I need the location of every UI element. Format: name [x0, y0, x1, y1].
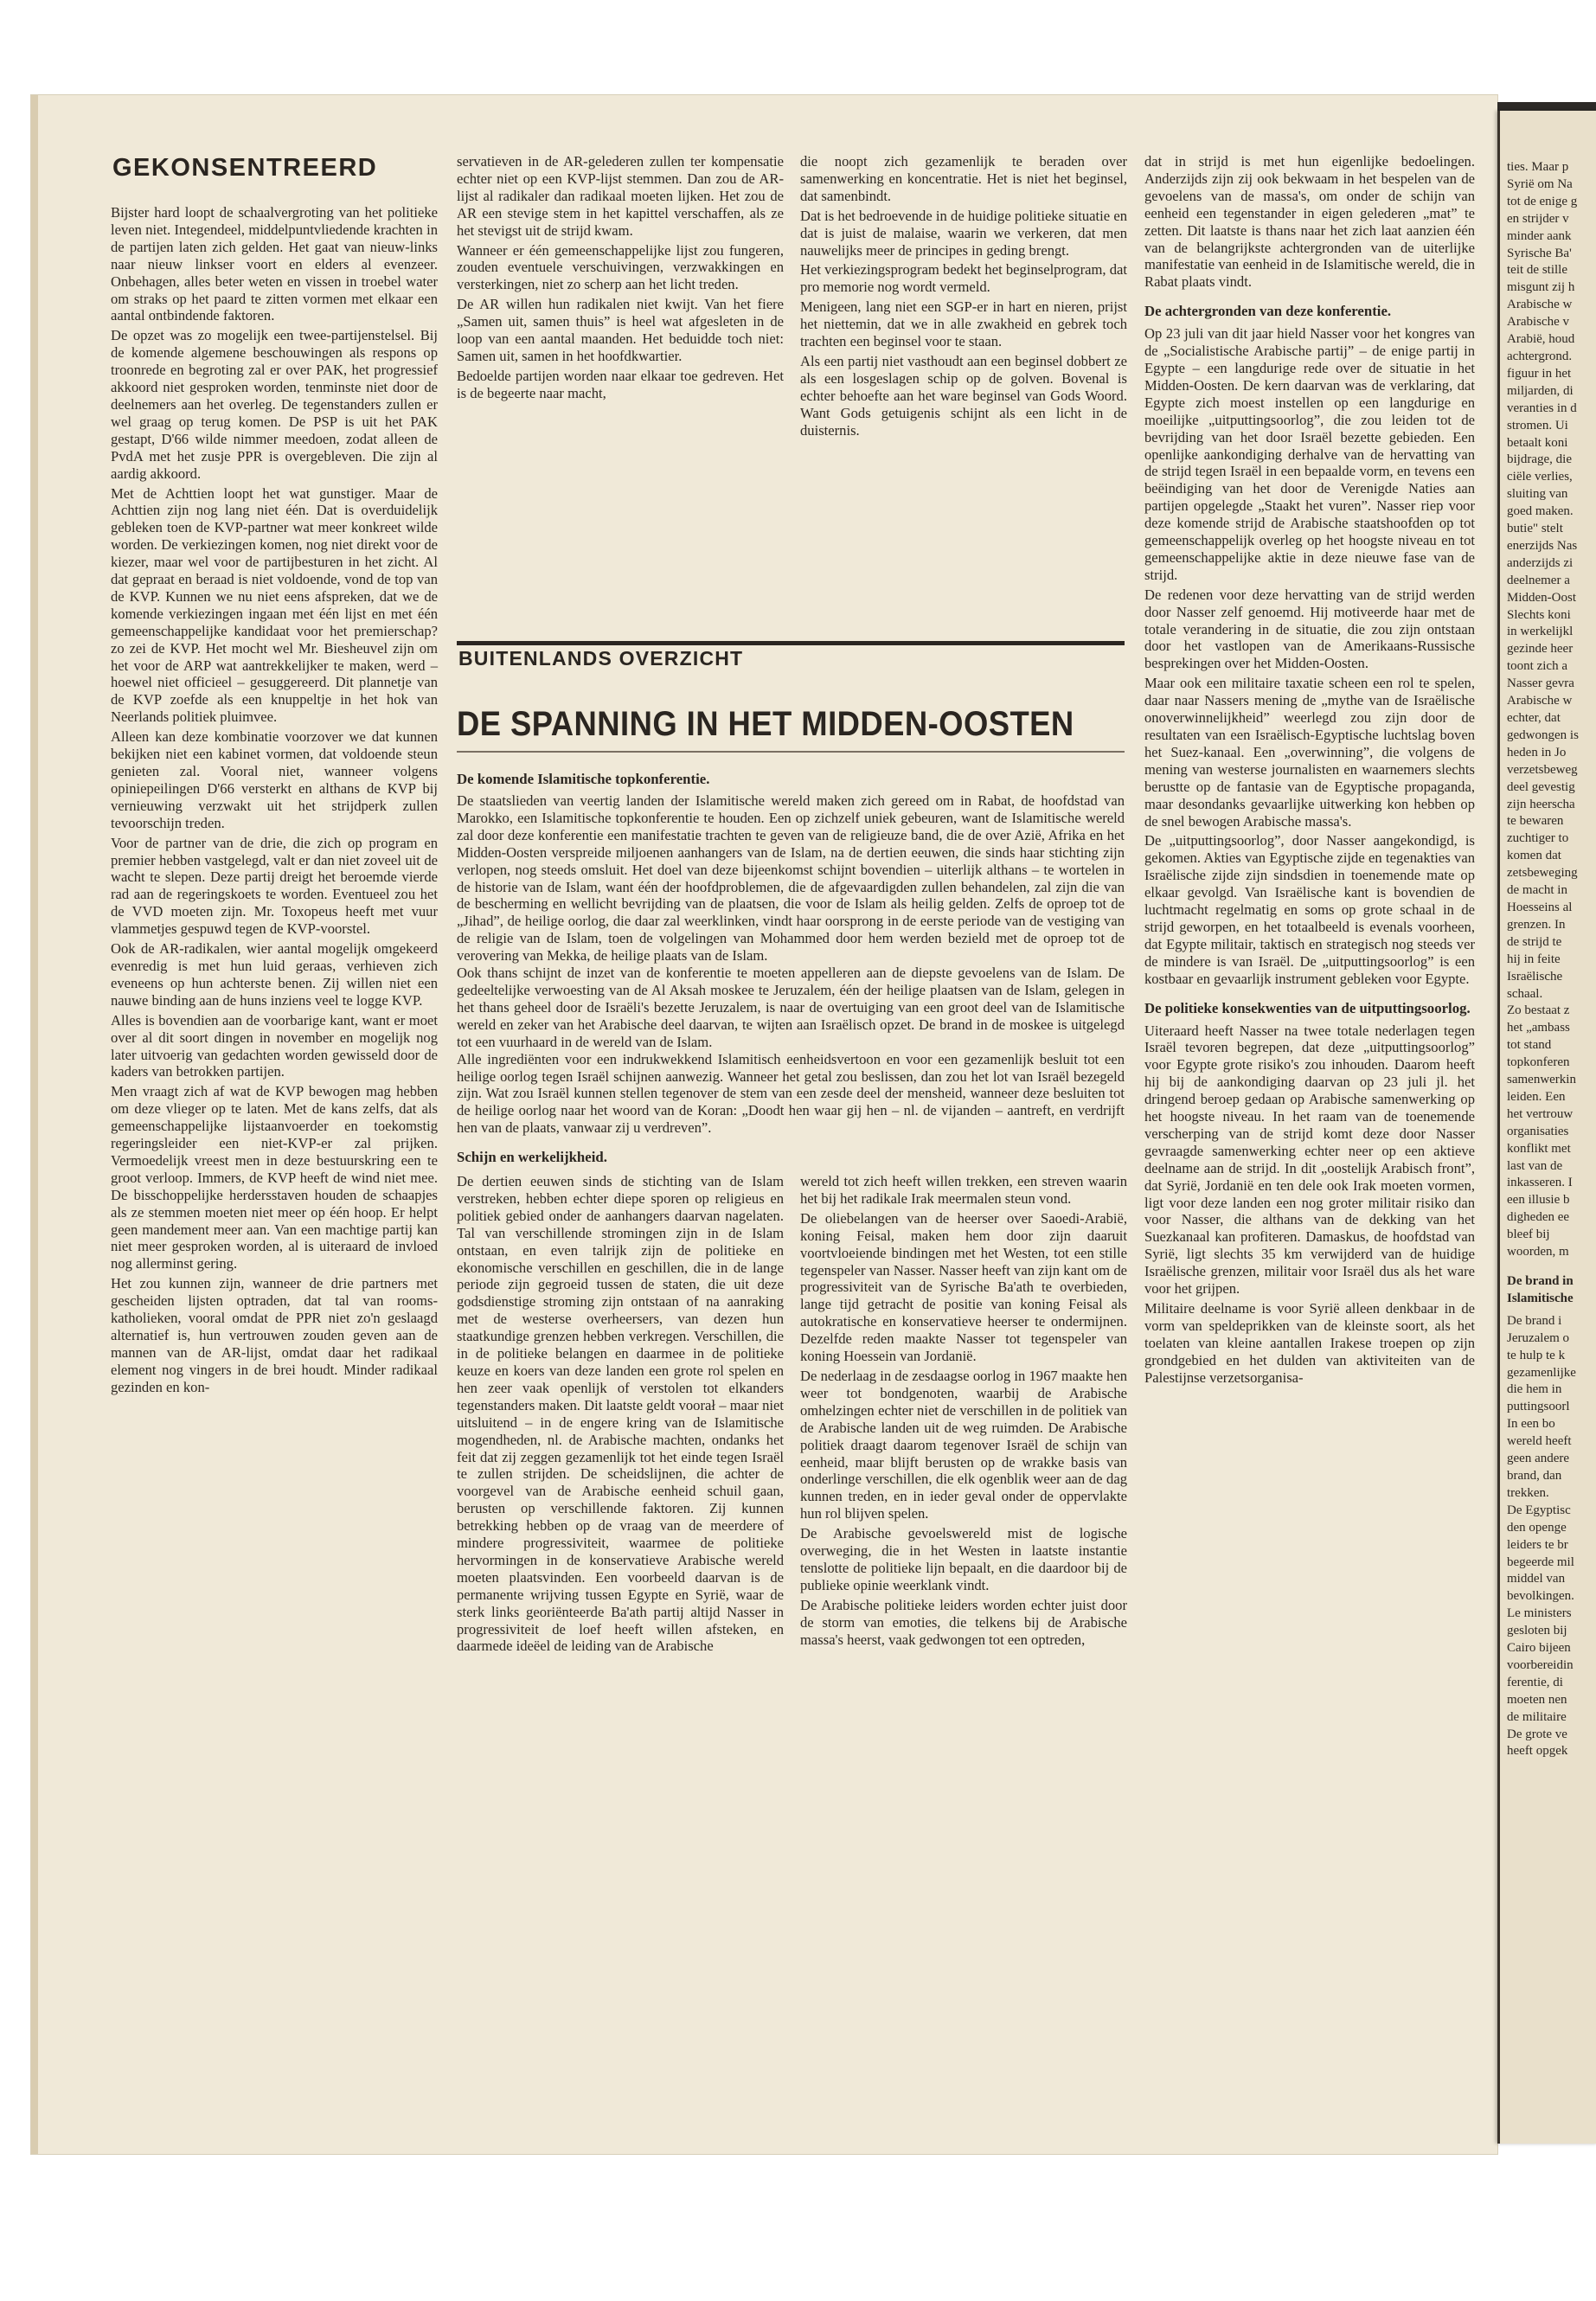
strip-line: den openge	[1507, 1520, 1567, 1535]
strip-line: bevolkingen.	[1507, 1589, 1574, 1604]
strip-line: heeft opgek	[1507, 1744, 1568, 1759]
paragraph: De oliebelangen van de heerser over Saoedi-Arabië, koning Feisal, maken hem door zijn daaruit voortvloeiende bindingen met het Westen, tot een stille tegenspeler van Nasser. Nasser heeft van zijn kant om de progressiviteit van de Syrische Ba'ath te overbieden, lange tijd getracht de positie van koning Feisal als autokratische en konservatieve heerser te ondermijnen. Dezelfde reden maakte Nasser tot tegenspeler van koning Hoessein van Jordanië.	[800, 1209, 1127, 1365]
strip-line: Arabische v	[1507, 315, 1570, 330]
strip-line: Arabische w	[1507, 694, 1573, 708]
strip-line: Nasser gevra	[1507, 676, 1574, 691]
strip-line: De Egyptisc	[1507, 1503, 1571, 1517]
paragraph: Wanneer er één gemeenschappelijke lijst zou fungeren, zouden eventuele verschuivingen, verzwakkingen en versterkingen, niet zo scherp aan het licht treden.	[457, 241, 784, 293]
strip-line: moeten nen	[1507, 1692, 1567, 1707]
strip-line: digheden ee	[1507, 1210, 1570, 1225]
col4-body	[1144, 153, 1475, 1389]
strip-line: heden in Jo	[1507, 745, 1567, 760]
strip-line: samenwerkin	[1507, 1073, 1576, 1087]
strip-line: de militaire	[1507, 1709, 1567, 1724]
section-rule	[457, 641, 1125, 645]
strip-line: schaal.	[1507, 986, 1543, 1001]
col1-body	[111, 204, 438, 1399]
strip-line: deelnemer a	[1507, 573, 1570, 587]
strip-line: de macht in	[1507, 883, 1567, 898]
strip-line: brand, dan	[1507, 1468, 1562, 1483]
paragraph: De staatslieden van veertig landen der Islamitische wereld maken zich gereed om in Rabat, de hoofdstad van Marokko, een Islamitische topkonferentie te houden. Een op zichzelf uniek gebeuren, want de Islamitische wereld zal door deze konferentie een manifestatie trachten te geven van de religieuze band, die de over Azië, Afrika en het Midden-Oosten verspreide miljoenen aanhangers van de Islam, na de dertien eeuwen, die sinds haar stichting zijn verlopen, nog steeds omsluit. Het doel van deze bijeenkomst schijnt bovendien – uiterlijk althans – te wortelen in de historie van de Islam, want één der hoofdproblemen, die de afgevaardigden zullen behandelen, zal zijn die van de bescherming en wellicht bevrijding van de plaatsen, die voor de Islam als heilig gelden. Zelfs de oproep tot de „Jihad”, de heilige oorlog, die daar zal weerklinken, vindt haar oorsprong in de eerste periode van de vestiging van de religie van de Islam, toen de volgelingen van Mohammed door hem werden bezield met de oproep tot de verovering van Mekka, de heilige plaats van de Islam.	[457, 792, 1125, 965]
strip-line: bleef bij	[1507, 1227, 1550, 1242]
strip-line: misgunt zij h	[1507, 280, 1575, 295]
strip-line: Syrische Ba'	[1507, 246, 1572, 260]
strip-line: leiders te br	[1507, 1537, 1568, 1552]
strip-subhead: De brand in Islamitische	[1507, 1274, 1574, 1305]
strip-line: het vertrouw	[1507, 1106, 1574, 1121]
paragraph: Ook thans schijnt de inzet van de konferentie te moeten appelleren aan de diepste gevoelens van de Islam. De gedeeltelijke verwoesting van de Al Aksah moskee te Jeruzalem, één der heilige plaatsen van de Islam, gelegen in het thans geheel door de Israëli's bezette Jeruzalem, is naar de overtuiging van een groot deel van de Islamitische wereld en zeker van het Arabische deel daarvan, te wijten aan Israëlisch opzet. De brand in de moskee is uitgelegd tot een vuurhaard in de wereld van de Islam.	[457, 965, 1125, 1050]
strip-line: voorbereidin	[1507, 1657, 1574, 1672]
strip-line: verzetsbeweg	[1507, 762, 1578, 777]
paragraph: Bedoelde partijen worden naar elkaar toe gedreven. Het is de begeerte naar macht,	[457, 367, 784, 401]
strip-line: stromen. Ui	[1507, 418, 1568, 433]
subhead-konsekwenties: De politieke konsekwenties van de uitputtingsoorlog.	[1144, 999, 1471, 1016]
strip-line: toont zich a	[1507, 659, 1567, 674]
paragraph: dat in strijd is met hun eigenlijke bedoelingen. Anderzijds zijn zij ook bekwaam in het bespelen van de gevoelens van de massa's, om onder de schijn van eenheid een tegenstander in eigen gelederen „mat” te zetten. Dit laatste is thans naar het zich laat aanzien één van de belangrijkste achtergronden van de uiterlijke manifestatie van eenheid in de Islamitische wereld, die in Rabat plaats vindt.	[1144, 153, 1475, 291]
subhead-topkonferentie: De komende Islamitische topkonferentie.	[457, 771, 710, 787]
strip-line: konflikt met	[1507, 1141, 1571, 1156]
strip-line: topkonferen	[1507, 1055, 1570, 1070]
page-left-edge	[31, 95, 38, 2154]
feature-wide-text	[457, 792, 1125, 1171]
paragraph: Het verkiezingsprogram bedekt het beginselprogram, dat pro memorie nog wordt vermeld.	[800, 261, 1127, 296]
col1-heading: GEKONSENTREERD	[112, 154, 378, 182]
col2-body	[457, 153, 784, 405]
paragraph: die noopt zich gezamenlijk te beraden over samenwerking en koncentratie. Het is niet het beginsel, dat samenbindt.	[800, 153, 1127, 204]
subhead-schijn: Schijn en werkelijkheid.	[457, 1149, 607, 1166]
strip-line: tot stand	[1507, 1038, 1552, 1053]
strip-line: zetsbeweging	[1507, 866, 1578, 881]
strip-line: gedwongen is	[1507, 727, 1579, 742]
strip-line: zuchtiger to	[1507, 831, 1569, 846]
strip-line: In een bo	[1507, 1417, 1555, 1432]
paragraph: Maar ook een militaire taxatie scheen een rol te spelen, daar naar Nassers mening de „mythe van de Israëlische onoverwinnelijkheid” weerlegd zou zijn door de resultaten van een Israëlisch-Egyptische luchtslag boven het Suez-kanaal. Een „overwinning”, die volgens de mening van westerse journalisten en waarnemers slechts berustte op de fantasie van de Egyptische propaganda, maar desondanks gevaarlijke uitwerking kon hebben op de snel bewogen Arabische massa's.	[1144, 675, 1475, 830]
strip-line: die hem in	[1507, 1382, 1562, 1397]
section-label: BUITENLANDS OVERZICHT	[458, 647, 744, 670]
paragraph: De nederlaag in de zesdaagse oorlog in 1967 maakte hen weer tot bondgenoten, waarbij de Arabische omhelzingen echter niet de verschillen in de politiek van de Arabische landen uit de weg ruimden. De Arabische politiek draagt daarom tegenover Israël de schijn van eenheid, maar blijft berusten op de wrakke basis van onderlinge verschillen, die elk ogenblik weer aan de dag kunnen treden, en in ieder geval onder de oppervlakte hun rol blijven spelen.	[800, 1367, 1127, 1522]
title-underline	[457, 751, 1125, 753]
strip-line: grenzen. In	[1507, 917, 1566, 932]
strip-line: enerzijds Nas	[1507, 538, 1578, 553]
paragraph: Militaire deelname is voor Syrië alleen denkbaar in de vorm van speldeprikken van de kleinste soort, als het toelaten van kleine aantallen Irakese troepen op zijn grondgebied en het dulden van aktiviteiten van de Palestijnse verzetsorganisa-	[1144, 1300, 1475, 1386]
paragraph: Ook de AR-radikalen, wier aantal mogelijk omgekeerd evenredig is met hun luid geraas, verhieven zich eveneens op hun achterste benen. Zij willen niet een nauwe binding aan de huns inziens veel te logge KVP.	[111, 940, 438, 1009]
strip-line: leiden. Een	[1507, 1089, 1566, 1104]
strip-line: te hulp te k	[1507, 1348, 1566, 1362]
paragraph: Menigeen, lang niet een SGP-er in hart en nieren, prijst het niettemin, dat we in alle zwakheid en gebrek toch trachten een beginsel voor te staan.	[800, 298, 1127, 350]
strip-line: miljarden, di	[1507, 383, 1574, 398]
strip-line: Midden-Oost	[1507, 590, 1576, 605]
strip-line: puttingsoorl	[1507, 1400, 1570, 1414]
paragraph: De redenen voor deze hervatting van de strijd werden door Nasser zelf genoemd. Hij motiveerde haar met de totale verandering in de situatie, die zou zijn ontstaan door het vastlopen van de Amerikaans-Russische besprekingen over het Midden-Oosten.	[1144, 586, 1475, 672]
strip-line: gezinde heer	[1507, 642, 1574, 657]
strip-line: butie" stelt	[1507, 522, 1563, 536]
paragraph: De AR willen hun radikalen niet kwijt. Van het fiere „Samen uit, samen thuis” is heel wat afgesleten in de loop van een aantal maanden. Het beduidde toch niet: Samen uit, samen in het hoofdkwartier.	[457, 296, 784, 364]
strip-line: Slechts koni	[1507, 607, 1571, 622]
strip-line: Arabische w	[1507, 298, 1573, 312]
paragraph: De dertien eeuwen sinds de stichting van de Islam verstreken, hebben echter diepe sporen op religieus en politiek gebied onder de aanhangers daarvan nagelaten. Tal van verschillende stromingen zijn in de Islam ontstaan, en even talrijk zijn de politieke en ekonomische verschillen en geschillen, die in de lange periode zijn gegroeid tussen de staten, die uit deze godsdienstige stroming zijn ontstaan of na aanraking met de westerse overheersers, van dezen hun staatkundige grenzen hebben verkregen. Verschillen, die in de politieke belangen en daarmee in de politieke keuze en koers van deze landen een grote rol spelen en hen zeer vaak openlijk of verstolen tot elkanders tegenstanders maken. Dit laatste geldt voorał – maar niet uitsluitend – in de engere kring van de Islamitische mogendheden, nl. de Arabische machten, ondanks het feit dat zij zeggen gezamenlijk tot het einde tegen Israël te zullen strijden. De scheidslijnen, die achter de voorgevel van de Arabische eenheid schuil gaan, berusten op verschillende faktoren. Zij kunnen betrekking hebben op de vraag van de meerdere of mindere progressiviteit, waarmee de politieke hervormingen in de konservatieve Arabische wereld moeten plaatsvinden. Een voorbeeld daarvan is de permanente wrijving tussen Egypte en Syrië, waar de sterk links georiënteerde Ba'ath partij altijd Nasser in progressiviteit de loef heeft willen afsteken, en daarmede ideëel de leiding van de Arabische	[457, 1173, 784, 1655]
strip-line: begeerde mil	[1507, 1554, 1574, 1569]
strip-line: De brand i	[1507, 1313, 1562, 1328]
paragraph: Men vraagt zich af wat de KVP bewogen mag hebben om deze vlieger op te laten. Met de kans zelfs, dat als gemeenschappelijke lijstaanvoerder en toekomstig regeringsleider een niet-KVP-er zal prijken. Vermoedelijk vreest men in deze bestuurskring een te groot verloop. Immers, de KVP heeft de wind niet mee. De bisschoppelijke herdersstaven houden de schaapjes als ze stemmen moeten niet meer op één hoop. Er helpt geen mandement meer aan. Van een machtige partij kan niet meer gesproken worden, al is uiteraard de invloed nog allerminst gering.	[111, 1083, 438, 1272]
feature-right-column	[800, 1173, 1127, 1650]
paragraph: Als een partij niet vasthoudt aan een beginsel dobbert ze als een losgeslagen schip op de golven. Bovenal is echter behoefte aan het ware beginsel van Gods Woord. Want Gods getuigenis schijnt als een licht in de duisternis.	[800, 352, 1127, 439]
paragraph: Met de Achttien loopt het wat gunstiger. Maar de Achttien zijn nog lang niet één. Dat is overduidelijk gebleken toen de KVP-partner wat meer konkreet wilde worden. De verkiezingen komen, nog niet direkt voor de kiezer, maar wel voor de partijbesturen in het zicht. Al dat gepraat en beraad is niet voldoende, vond de top van de KVP. Kunnen we nu niet eens afspreken, dat we de komende verkiezingen ingaan met één lijst en met één gemeenschappelijke kandidaat voor het premierschap? zo zei de KVP. Het mocht wel Mr. Biesheuvel zijn om het voor de ARP wat aantrekkelijker te maken, werd – hoewel niet officieel – gesuggereerd. Dit plannetje van de KVP zoefde als een knuppeltje in het hok van Neerlands politiek pluimvee.	[111, 484, 438, 726]
strip-line: middel van	[1507, 1572, 1566, 1586]
strip-line: ties. Maar p	[1507, 160, 1569, 174]
strip-line: geen andere	[1507, 1452, 1570, 1466]
strip-line: in werkelijkl	[1507, 625, 1574, 639]
article-title: DE SPANNING IN HET MIDDEN-OOSTEN	[457, 705, 1074, 743]
strip-line: woorden, m	[1507, 1245, 1569, 1259]
paragraph: Uiteraard heeft Nasser na twee totale nederlagen tegen Israël tevoren begrepen, dat deze „uitputtingsoorlog” voor Egypte grote risiko's zou inhouden. Daarom heeft hij bij de aankondiging daarvan op 23 juli jl. het dringend beroep gedaan op Arabische samenwerking op het hoogste niveau. In het raam van de toenemende verscherping van de strijd komt deze door Nasser gevraagde samenwerking echter neer op een aktieve deelname aan de strijd. In dit „oostelijk Arabisch front”, dat Syrië, Jordanië en ten dele ook Irak moeten vormen, ligt voor deze landen een nog groter militair risiko dan voor Nasser, die althans van de dekking van het Suezkanaal kan profiteren. Damaskus, de hoofdstad van Syrië, ligt slechts 35 km verwijderd van de huidige Israëlische grenzen, militair voor Israël dus als het ware voor het grijpen.	[1144, 1022, 1475, 1298]
strip-line: Israëlische	[1507, 969, 1563, 984]
strip-line: goed maken.	[1507, 504, 1574, 519]
strip-line: echter, dat	[1507, 711, 1561, 725]
paragraph: Alle ingrediënten voor een indrukwekkend Islamitisch eenheidsvertoon en voor een gezamenlijk besluit tot een heilige oorlog tegen Israël schijnen aanwezig. Wanneer het getal zou beslissen, dan zou het lot van Israël bezegeld zijn. Wat zou Israël kunnen stellen tegenover de stem van een zesde deel der mensheid, wanneer deze besluiten tot de heilige oorlog naar het woord van de Koran: „Doodt hen waar gij hen – nl. de vijanden – aantreft, en verdrijft hen van de plaats, vanwaar zij u verdreven”.	[457, 1050, 1125, 1137]
strip-line: figuur in het	[1507, 366, 1572, 381]
paragraph: Voor de partner van de drie, die zich op program en premier hebben vastgelegd, valt er dan niet zoveel uit de wacht te slepen. Deze partij dreigt het beroemde vierde rad aan de regeringskoets te worden. Eventueel zou het de VVD moeten zijn. Mr. Toxopeus heeft met vuur vlammetjes gespuwd tegen de KVP-voorstel.	[111, 834, 438, 938]
feature-left-column	[457, 1173, 784, 1657]
paragraph: wereld tot zich heeft willen trekken, een streven waarin het bij het radikale Irak meermalen steun vond.	[800, 1173, 1127, 1207]
paragraph: Op 23 juli van dit jaar hield Nasser voor het kongres van de „Socialistische Arabische partij” – de enige partij in Egypte – een langdurige rede over de situatie in het Midden-Oosten. De kern daarvan was de verklaring, dat Egypte zich moest instellen op een langdurige en moeilijke „uitputtingsoorlog”, die zou leiden tot de bevrijding van het door Israël bezette gebieden. Een openlijke aankondiging derhalve van de hervatting van de strijd tegen Israël in een bepaalde vorm, en tevens een beëindiging van het door de Verenigde Naties aan partijen opgelegde „Staakt het vuren”. Nasser riep voor deze komende strijd de Arabische staatshoofden op tot gemeenschappelijk overleg op het hoogste niveau en tot gemeenschappelijke aktie in deze nieuwe fase van de strijd.	[1144, 325, 1475, 583]
strip-line: gesloten bij	[1507, 1624, 1567, 1638]
strip-line: Syrië om Na	[1507, 176, 1573, 191]
strip-line: minder aank	[1507, 228, 1572, 243]
strip-line: teit de stille	[1507, 263, 1567, 278]
strip-line: het „ambass	[1507, 1021, 1570, 1035]
paragraph: Dat is het bedroevende in de huidige politieke situatie en dat is juist de malaise, waarin we verkeren, dat men nauwelijks meer de principes in geding brengt.	[800, 207, 1127, 259]
strip-line: gezamenlijke	[1507, 1365, 1576, 1380]
strip-line: Le ministers	[1507, 1606, 1572, 1621]
strip-line: te bewaren	[1507, 814, 1564, 829]
col3-body	[800, 153, 1127, 442]
paragraph: Alles is bovendien aan de voorbarige kant, want er moet over al dit soort dingen in november en mogelijk nog later uitvoerig van gedachten worden gewisseld door de kaders van betrokken partijen.	[111, 1011, 438, 1080]
strip-line: sluiting van	[1507, 487, 1568, 502]
strip-line: bijdrage, die	[1507, 452, 1572, 467]
paragraph: Bijster hard loopt de schaalvergroting van het politieke leven niet. Integendeel, middelpuntvliedende krachten in de partijen laten zich gelden. Het gaat van nieuw-links naar nieuw linkser voort en elders al evenzeer. Onbehagen, alles beter weten en vissen in troebel water om straks op het paard te zitten vormen met elkaar een aantal ontbindende faktoren.	[111, 204, 438, 324]
strip-line: tot de enige g	[1507, 194, 1578, 208]
strip-line: komen dat	[1507, 849, 1561, 863]
strip-line: een illusie b	[1507, 1193, 1570, 1208]
next-page-strip	[1497, 111, 1596, 2144]
next-page-text	[1507, 159, 1596, 1760]
strip-line: en strijder v	[1507, 211, 1569, 226]
strip-line: veranties in d	[1507, 401, 1577, 415]
strip-line: organisaties	[1507, 1124, 1569, 1138]
paragraph: De Arabische gevoelswereld mist de logische overweging, die in het Westen in laatste instantie tenslotte de politieke lijn bepaalt, en die daardoor bij de publieke opinie weerklank vindt.	[800, 1525, 1127, 1593]
strip-line: hij in feite	[1507, 952, 1561, 966]
paragraph: De opzet was zo mogelijk een twee-partijenstelsel. Bij de komende algemene beschouwingen als respons op troonrede en begroting zal er over PAK, het progressief akkoord niet gesproken worden, tenminste niet door de deelnemers aan het overleg. De tegenstanders zullen er wel graag op terug komen. De PSP is uit het PAK gestapt, D'66 wilde nimmer meedoen, zodat alleen de PvdA met het zusje PPR is overgebleven. Die zijn al aardig akkoord.	[111, 327, 438, 482]
strip-line: inkasseren. I	[1507, 1176, 1573, 1190]
strip-line: trekken.	[1507, 1485, 1549, 1500]
strip-line: ferentie, di	[1507, 1675, 1563, 1689]
paragraph: Het zou kunnen zijn, wanneer de drie partners met gescheiden lijsten optraden, dat tal van rooms-katholieken, vooral omdat de PPR niet zo'n geslaagd alternatief is, hun vertrouwen zouden geven aan de mannen van de AR-lijst, omdat daar het radikaal element nog vingers in de brei houdt. Minder radikaal gezinden en kon-	[111, 1275, 438, 1395]
strip-line: betaalt koni	[1507, 435, 1568, 450]
paragraph: De „uitputtingsoorlog”, door Nasser aangekondigd, is gekomen. Akties van Egyptische zijde en tegenakties van Israëlische zijde zijn sindsdien in toenemende mate op elkaar gevolgd. Van Israëlische kant is bovendien de luchtmacht regelmatig en soms op grote schaal in de strijd geworpen, en het totaalbeeld is evenals voorheen, dat Egypte militair, taktisch en strategisch nog steeds ver de mindere is van Israël. De „uitputtingsoorlog” is een kostbaar en gevaarlijk instrument gebleken voor Egypte.	[1144, 832, 1475, 987]
strip-line: Arabië, houd	[1507, 332, 1575, 347]
strip-line: Cairo bijeen	[1507, 1641, 1571, 1656]
strip-line: Zo bestaat z	[1507, 1003, 1570, 1018]
strip-line: deel gevestig	[1507, 779, 1575, 794]
strip-line: anderzijds zi	[1507, 555, 1574, 570]
subhead-achtergronden: De achtergronden van deze konferentie.	[1144, 303, 1392, 320]
strip-line: wereld heeft	[1507, 1434, 1572, 1449]
strip-line: Hoesseins al	[1507, 900, 1573, 914]
strip-line: de strijd te	[1507, 934, 1562, 949]
strip-line: ciële verlies,	[1507, 470, 1573, 484]
strip-line: Jeruzalem o	[1507, 1330, 1570, 1345]
strip-line: De grote ve	[1507, 1727, 1567, 1741]
paragraph: servatieven in de AR-gelederen zullen ter kompensatie echter niet op een KVP-lijst stemmen. Dan zou de AR-lijst al radikaler dan radikaal moeten lijken. Het zou de AR een stevige stem in het kapittel verschaffen, als ze het stevigst uit de strijd kwam.	[457, 153, 784, 239]
strip-line: last van de	[1507, 1158, 1563, 1173]
paragraph: Alleen kan deze kombinatie voorzover we dat kunnen bekijken niet een kabinet vormen, dat voldoende steun genieten zal. Vooral niet, wanneer volgens opiniepeilingen D'66 versterkt en althans de KVP bij vernieuwing verzwakt uit het strijdperk zullen tevoorschijn treden.	[111, 728, 438, 831]
strip-line: achtergrond.	[1507, 349, 1573, 363]
strip-line: zijn heerscha	[1507, 797, 1575, 811]
paragraph: De Arabische politieke leiders worden echter juist door de storm van emoties, die telkens bij de Arabische massa's heerst, vaak gedwongen tot een optreden,	[800, 1596, 1127, 1648]
